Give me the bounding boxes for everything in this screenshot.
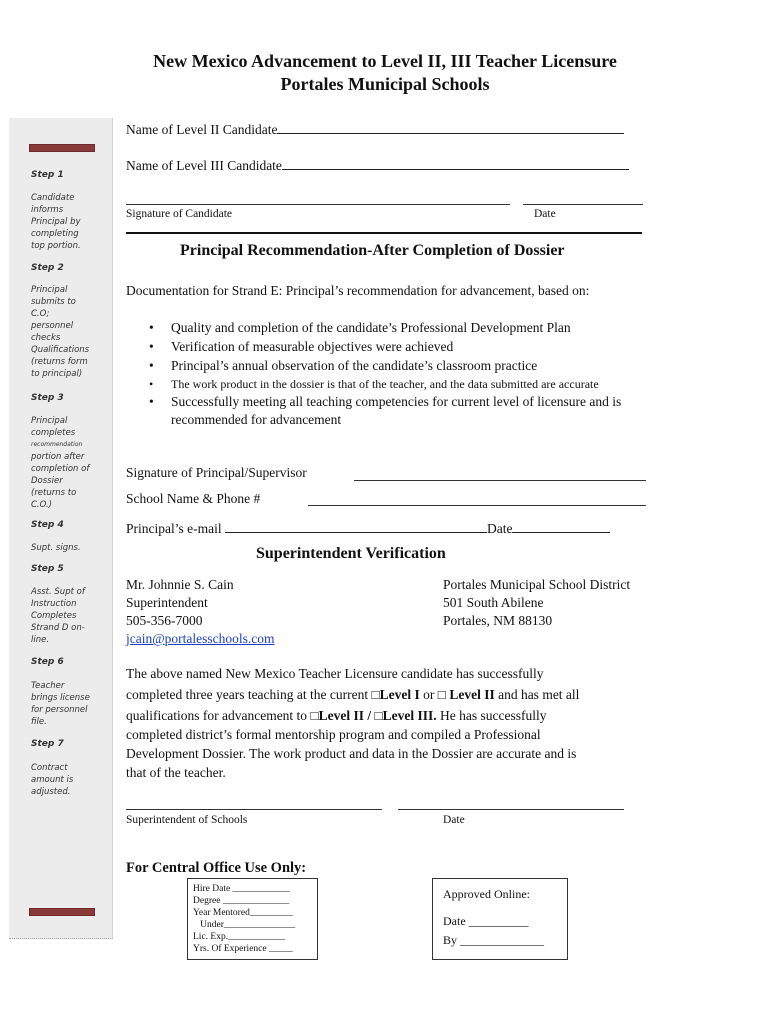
- level-1-checkbox[interactable]: □Level I: [371, 687, 420, 702]
- school-phone-line[interactable]: [308, 505, 646, 506]
- superintendent-heading: Superintendent Verification: [256, 545, 446, 562]
- principal-email-row: [126, 518, 610, 537]
- principal-email-label: Principal’s e-mail: [126, 521, 222, 536]
- level3-candidate-row: [126, 155, 629, 174]
- district-city: Portales, NM 88130: [443, 613, 553, 628]
- step-3-label: Step 3: [31, 393, 64, 403]
- list-item: • Verification of measurable objectives were achieved: [126, 338, 646, 356]
- level2-candidate-label: Name of Level II Candidate: [126, 122, 278, 137]
- steps-sidebar: [9, 118, 113, 939]
- approved-by-field[interactable]: By ______________: [443, 933, 545, 947]
- year-mentored-field[interactable]: Year Mentored_________: [193, 908, 293, 918]
- step-7-desc: Contract amount is adjusted.: [31, 763, 74, 797]
- superintendent-title: Superintendent: [126, 595, 208, 610]
- central-office-fields-box: [187, 878, 318, 960]
- approved-online-title: Approved Online:: [443, 887, 530, 901]
- step-7-label: Step 7: [31, 739, 64, 749]
- license-expiration-field[interactable]: Lic. Exp.____________: [193, 932, 286, 942]
- degree-field[interactable]: Degree ______________: [193, 896, 290, 906]
- superintendent-email-link[interactable]: jcain@portalesschools.com: [126, 631, 275, 646]
- district-address: [443, 576, 630, 630]
- section-divider: [126, 232, 642, 234]
- level3-candidate-label: Name of Level III Candidate: [126, 158, 282, 173]
- candidate-signature-label: Signature of Candidate: [126, 208, 233, 220]
- step-3-desc: Principal completes recommendation portion after completion of Dossier (returns to C.O.): [31, 416, 90, 510]
- candidate-date-line[interactable]: [523, 204, 643, 205]
- step-6-label: Step 6: [31, 657, 64, 667]
- step-5-desc: Asst. Supt of Instruction Completes Strand D on- line.: [31, 587, 85, 645]
- list-item: • Principal’s annual observation of the candidate’s classroom practice: [126, 357, 646, 375]
- candidate-date-label: Date: [534, 208, 556, 220]
- mentored-under-field[interactable]: Under_______________: [193, 920, 296, 930]
- step-1-desc: Candidate informs Principal by completing top portion.: [31, 193, 81, 251]
- superintendent-date-label: Date: [443, 814, 465, 826]
- step-4-desc: Supt. signs.: [31, 543, 81, 553]
- approved-date-field[interactable]: Date __________: [443, 914, 529, 928]
- recommendation-criteria-list: [126, 319, 646, 430]
- step-6-desc: Teacher brings license for personnel file.: [31, 681, 90, 727]
- district-street: 501 South Abilene: [443, 595, 544, 610]
- superintendent-signature-label: Superintendent of Schools: [126, 814, 248, 826]
- candidate-signature-line[interactable]: [126, 204, 510, 205]
- level2-candidate-field[interactable]: [277, 119, 624, 134]
- principal-date-field[interactable]: [512, 518, 610, 533]
- verification-paragraph: The above named New Mexico Teacher Licensure candidate has successfully completed three years teaching at the current □Level I or □ Level II and has met all qualifications for advancement to □Level II / □Level III. He has successfully completed district’s formal mentorship program and compiled a Professional Development Dossier. The work product and data in the Dossier are accurate and is that of the teacher.: [126, 666, 580, 780]
- advancement-level-checkboxes[interactable]: □Level II / □Level III.: [310, 708, 437, 723]
- step-2-desc: Principal submits to C.O; personnel checks Qualifications (returns form to principal): [31, 285, 90, 379]
- sidebar-top-bar: [29, 144, 95, 152]
- step-1-label: Step 1: [31, 170, 64, 180]
- level2-candidate-row: [126, 119, 624, 138]
- school-phone-label: School Name & Phone #: [126, 491, 261, 506]
- step-5-label: Step 5: [31, 564, 64, 574]
- principal-email-field[interactable]: [225, 518, 487, 533]
- principal-signature-line[interactable]: [354, 480, 646, 481]
- list-item: • Successfully meeting all teaching competencies for current level of licensure and is recommended for advancement: [126, 393, 646, 429]
- list-item: • Quality and completion of the candidate’s Professional Development Plan: [126, 319, 646, 337]
- document-subtitle: Portales Municipal Schools: [280, 74, 490, 94]
- principal-date-label: Date: [486, 521, 513, 536]
- central-office-heading: For Central Office Use Only:: [126, 860, 307, 876]
- district-name: Portales Municipal School District: [443, 577, 631, 592]
- superintendent-signature-line[interactable]: [126, 809, 382, 810]
- sidebar-bottom-bar: [29, 908, 95, 916]
- principal-intro: Documentation for Strand E: Principal’s recommendation for advancement, based on:: [126, 283, 590, 298]
- approved-online-box: [432, 878, 568, 960]
- superintendent-phone: 505-356-7000: [126, 613, 203, 628]
- superintendent-date-line[interactable]: [398, 809, 624, 810]
- principal-signature-label: Signature of Principal/Supervisor: [126, 465, 307, 480]
- superintendent-contact: [126, 576, 275, 648]
- step-2-label: Step 2: [31, 263, 64, 273]
- years-experience-field[interactable]: Yrs. Of Experience _____: [193, 944, 293, 954]
- level3-candidate-field[interactable]: [282, 155, 629, 170]
- hire-date-field[interactable]: Hire Date ____________: [193, 884, 290, 894]
- principal-heading: Principal Recommendation-After Completion of Dossier: [180, 242, 565, 259]
- document-title: New Mexico Advancement to Level II, III Teacher Licensure: [153, 51, 617, 71]
- step-4-label: Step 4: [31, 520, 64, 530]
- list-item: • The work product in the dossier is that of the teacher, and the data submitted are accurate: [126, 376, 646, 392]
- level-2-checkbox[interactable]: □ Level II: [437, 687, 495, 702]
- superintendent-name: Mr. Johnnie S. Cain: [126, 577, 234, 592]
